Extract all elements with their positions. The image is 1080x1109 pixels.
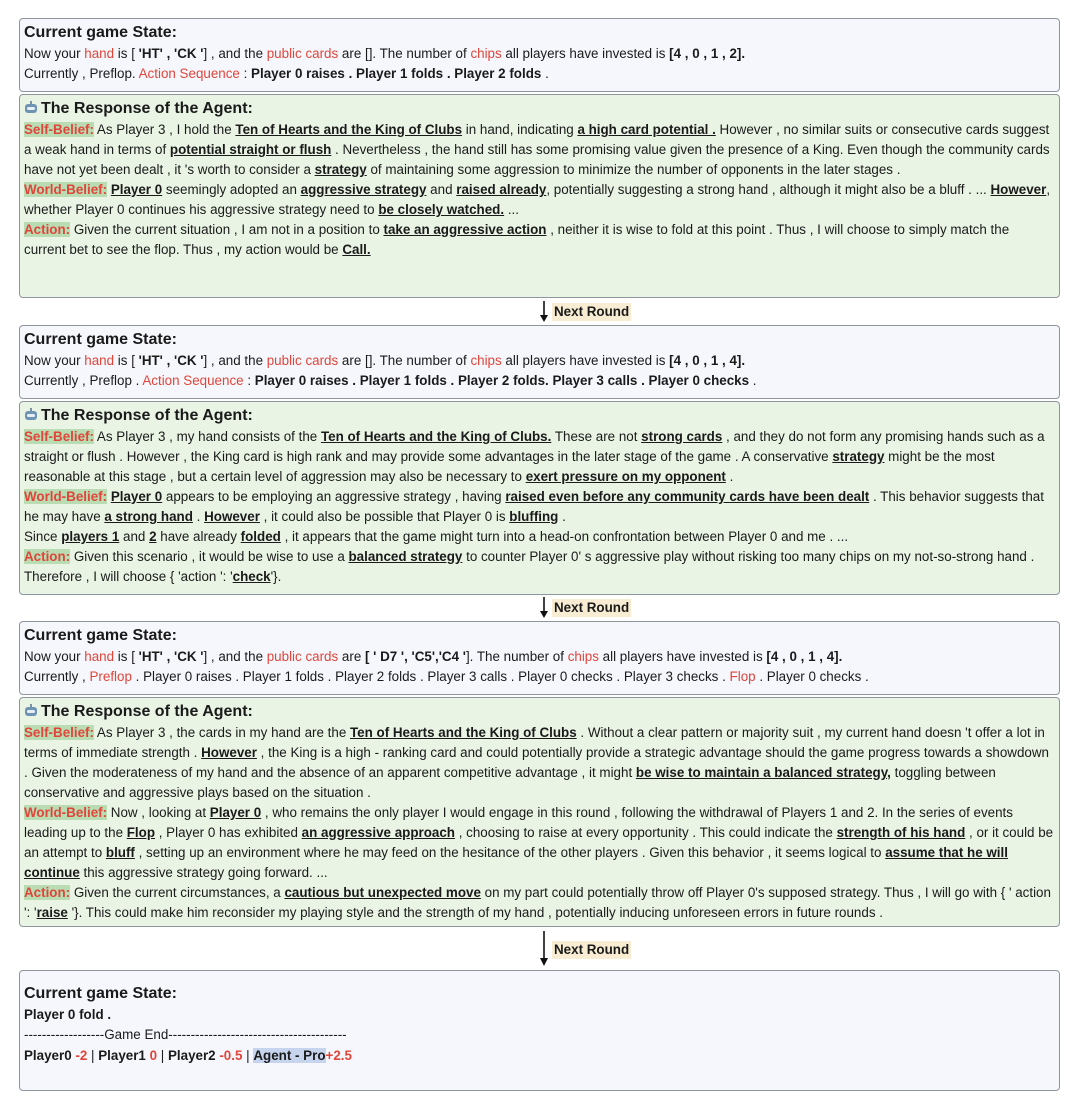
player2-name: Player2 [167, 1048, 220, 1063]
world-belief-label: World-Belief: [24, 805, 108, 820]
state-title: Current game State: [24, 627, 177, 644]
state-line-2: Currently , Preflop . Action Sequence : Player 0 raises . Player 1 folds . Player 2 folds. Player 3 calls . Player 0 checks . [24, 373, 757, 388]
player0-name: Player0 [24, 1048, 76, 1063]
next-round-label: Next Round [554, 942, 630, 957]
action: Action: Given the current circumstances, a cautious but unexpected move on my part could potentially throw off Player 0's supposed strategy. Thus , I will go with { ' action ': 'raise '}. This could make him reconsider my playing style and the strength of my hand , potentially inducing unforeseen errors in future rounds . [24, 885, 1051, 920]
agent-response-box-1 [19, 94, 1060, 298]
down-arrow-icon [539, 597, 549, 619]
player0-score: -2 [75, 1048, 88, 1063]
game-state-box-4 [19, 970, 1060, 1091]
world-belief: World-Belief: Player 0 appears to be employing an aggressive strategy , having raised even before any community cards have been dealt . This behavior suggests that he may have a strong hand . However , it could also be possible that Player 0 is bluffing . Since players 1 and 2 have already folded , it appears that the game might turn into a head-on confrontation between Player 0 and me . ... [24, 489, 1044, 544]
world-belief: World-Belief: Player 0 seemingly adopted an aggressive strategy and raised already, potentially suggesting a strong hand , although it might also be a bluff . ... However, whether Player 0 continues his aggressive strategy need to be closely watched. ... [24, 182, 1051, 217]
state-line-1: Now your hand is [ 'HT' , 'CK '] , and the public cards are [ ' D7 ', 'C5','C4 ']. The number of chips all players have invested is [4 , 0 , 1 , 4]. [24, 649, 843, 664]
response-title: The Response of the Agent: [24, 405, 1054, 427]
self-belief: Self-Belief: As Player 3 , I hold the Ten of Hearts and the King of Clubs in hand, indicating a high card potential . However , no similar suits or consecutive cards suggest a weak hand in terms of potential straight or flush . Nevertheless , the hand still has some promising value given the presence of a King. Even though the community cards have not yet been dealt , it 's worth to consider a strategy of maintaining some aggression to minimize the number of opponents in the later stages . [24, 122, 1050, 177]
world-belief-label: World-Belief: [24, 182, 108, 197]
state-line-1: Now your hand is [ 'HT' , 'CK '] , and the public cards are []. The number of chips all players have invested is [4 , 0 , 1 , 2]. [24, 46, 746, 61]
final-scores: Player0 -2 | Player1 0 | Player2 -0.5 | Agent - Pro+2.5 [24, 1048, 352, 1063]
agent-response-box-3 [19, 697, 1060, 927]
game-end-divider: ------------------Game End---------------------------------------- [24, 1027, 347, 1042]
state-title: Current game State: [24, 985, 177, 1002]
fold-line: Player 0 fold . [24, 1007, 112, 1022]
state-line-2: Currently , Preflop. Action Sequence : Player 0 raises . Player 1 folds . Player 2 folds . [24, 66, 549, 81]
state-line-1: Now your hand is [ 'HT' , 'CK '] , and the public cards are []. The number of chips all players have invested is [4 , 0 , 1 , 4]. [24, 353, 746, 368]
action: Action: Given the current situation , I am not in a position to take an aggressive action , neither it is wise to fold at this point . Thus , I will choose to simply match the current bet to see the flop. Thus , my action would be Call. [24, 222, 1010, 257]
player2-score: -0.5 [219, 1048, 243, 1063]
down-arrow-icon [539, 301, 549, 323]
agent-response-box-2 [19, 401, 1060, 595]
state-title: Current game State: [24, 24, 177, 41]
self-belief-label: Self-Belief: [24, 429, 94, 444]
response-title: The Response of the Agent: [24, 98, 1054, 120]
game-state-box-1 [19, 18, 1060, 92]
agent-pro-score: +2.5 [325, 1048, 352, 1063]
state-title: Current game State: [24, 331, 177, 348]
down-arrow-icon [539, 931, 549, 967]
self-belief: Self-Belief: As Player 3 , the cards in my hand are the Ten of Hearts and the King of Clubs . Without a clear pattern or majority suit , my current hand doesn 't offer a lot in terms of immediate strength . However , the King is a high - ranking card and could potentially provide a strategic advantage should the game progress towards a showdown . Given the moderateness of my hand and the absence of an apparent competitive advantage , it might be wise to maintain a balanced strategy, toggling between conservative and aggressive plays based on the situation . [24, 725, 1049, 800]
player1-name: Player1 [98, 1048, 150, 1063]
action: Action: Given this scenario , it would be wise to use a balanced strategy to counter Player 0' s aggressive play without risking too many chips on my not-so-strong hand . Therefore , I will choose { 'action ': 'check'}. [24, 549, 1035, 584]
self-belief: Self-Belief: As Player 3 , my hand consists of the Ten of Hearts and the King of Clubs. These are not strong cards , and they do not form any promising hands such as a straight or flush . However , the King card is high rank and may provide some advantages in the later stage of the game . A conservative strategy might be the most reasonable at this stage , but a certain level of aggression may also be necessary to exert pressure on my opponent . [24, 429, 1045, 484]
next-round-label: Next Round [554, 304, 630, 319]
state-line-2: Currently , Preflop . Player 0 raises . Player 1 folds . Player 2 folds . Player 3 calls . Player 0 checks . Player 3 checks . Flop . Player 0 checks . [24, 669, 869, 684]
robot-icon [24, 704, 38, 717]
robot-icon [24, 101, 38, 114]
next-round-label: Next Round [554, 600, 630, 615]
response-title: The Response of the Agent: [24, 701, 1054, 723]
action-label: Action: [24, 549, 71, 564]
self-belief-label: Self-Belief: [24, 122, 94, 137]
action-label: Action: [24, 222, 71, 237]
self-belief-label: Self-Belief: [24, 725, 94, 740]
player1-score: 0 [149, 1048, 158, 1063]
robot-icon [24, 408, 38, 421]
game-state-box-2 [19, 325, 1060, 399]
world-belief-label: World-Belief: [24, 489, 108, 504]
action-label: Action: [24, 885, 71, 900]
agent-pro-name: Agent - Pro [253, 1048, 326, 1063]
game-state-box-3 [19, 621, 1060, 695]
world-belief: World-Belief: Now , looking at Player 0 , who remains the only player I would engage in this round , following the withdrawal of Players 1 and 2. In the series of events leading up to the Flop , Player 0 has exhibited an aggressive approach , choosing to raise at every opportunity . This could indicate the strength of his hand , or it could be an attempt to bluff , setting up an environment where he may feed on the hesitance of the other players . Given this behavior , it seems logical to assume that he will continue this aggressive strategy going forward. ... [24, 805, 1054, 880]
